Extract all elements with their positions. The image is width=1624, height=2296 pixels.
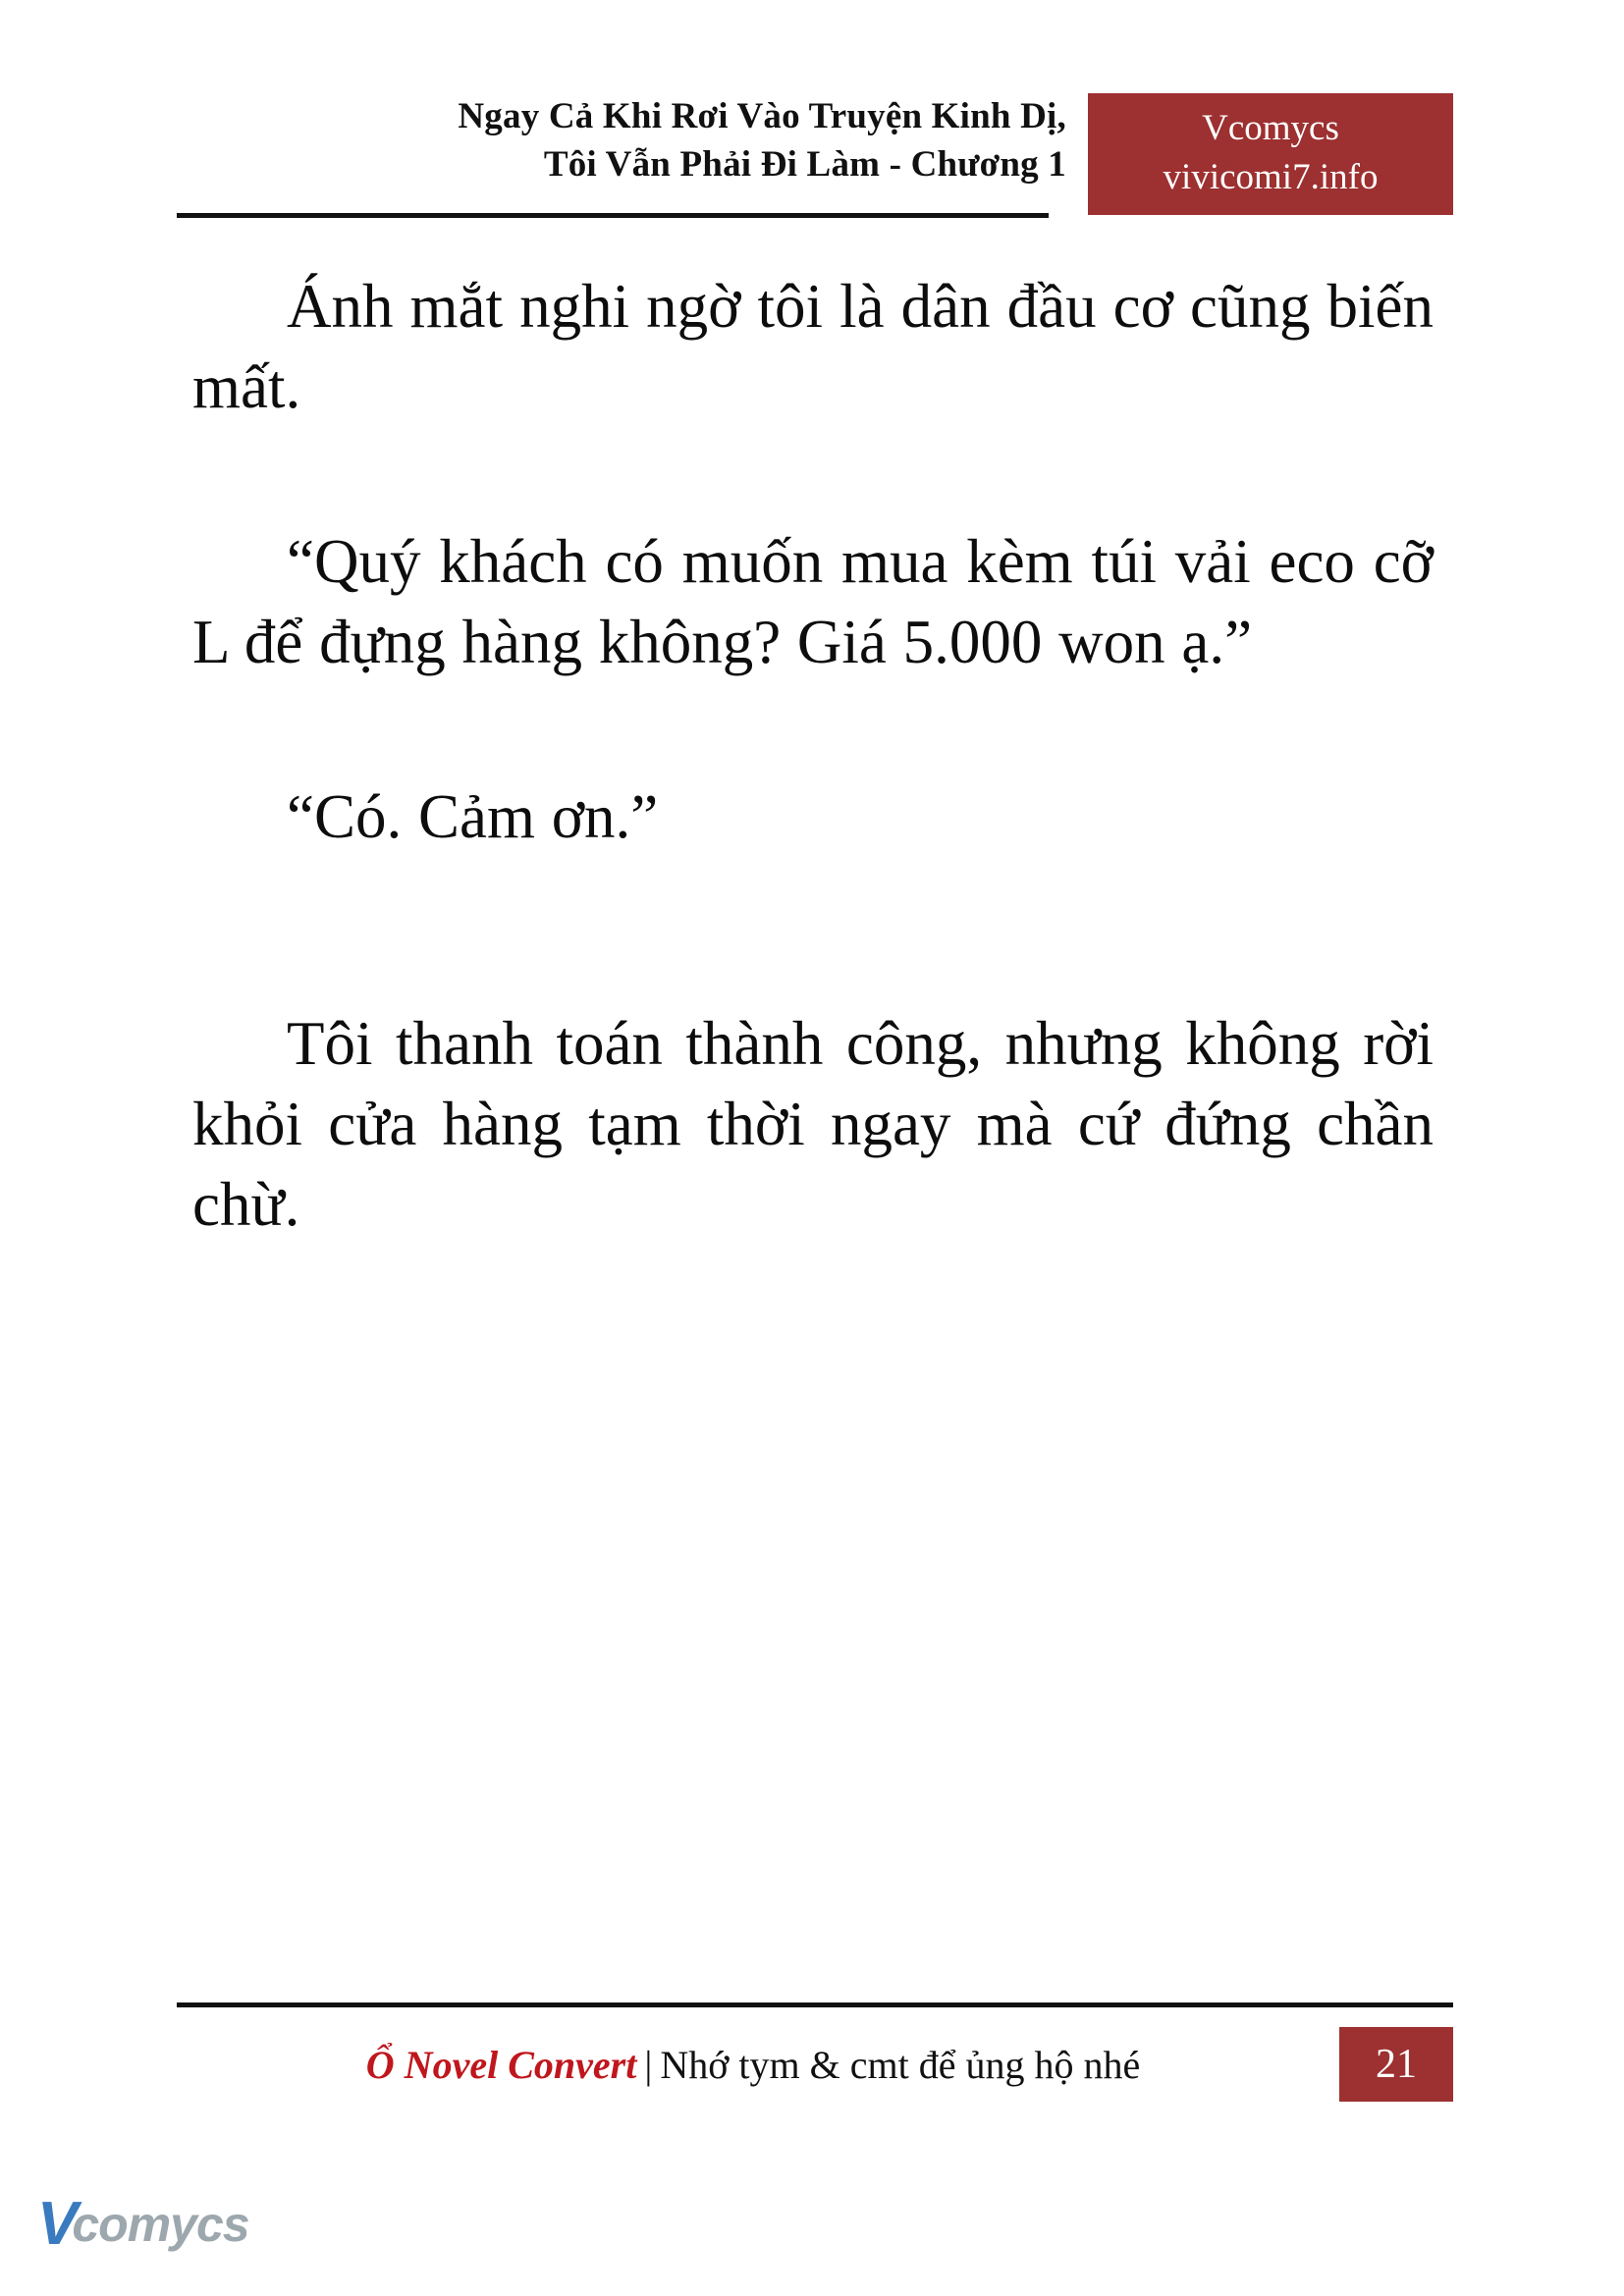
vcomycs-watermark-logo bbox=[37, 2187, 253, 2262]
site-badge bbox=[1088, 93, 1453, 215]
header-divider bbox=[177, 213, 1049, 218]
page-content bbox=[192, 267, 1434, 1246]
header-row bbox=[177, 93, 1453, 216]
watermark-text: comycs bbox=[72, 2197, 249, 2252]
site-badge-name: Vcomycs bbox=[1202, 108, 1339, 149]
watermark-initial: V bbox=[37, 2190, 77, 2258]
footer-brand: Ổ Novel Convert bbox=[365, 2042, 637, 2087]
footer-divider bbox=[177, 2002, 1453, 2007]
page-number-badge: 21 bbox=[1339, 2027, 1453, 2102]
page-header bbox=[177, 93, 1453, 231]
paragraph-4: Tôi thanh toán thành công, nhưng không rời khỏi cửa hàng tạm thời ngay mà cứ đứng chần chừ. bbox=[192, 1009, 1434, 1240]
chapter-title-line-2: Tôi Vẫn Phải Đi Làm - Chương 1 bbox=[543, 143, 1066, 185]
footer-separator: | bbox=[644, 2042, 653, 2087]
footer-row bbox=[177, 2027, 1453, 2102]
page-footer bbox=[177, 2002, 1453, 2102]
paragraph-3: “Có. Cảm ơn.” bbox=[287, 781, 659, 851]
footer-note: Nhớ tym & cmt để ủng hộ nhé bbox=[660, 2042, 1141, 2087]
site-badge-url: vivicomi7.info bbox=[1163, 157, 1379, 197]
chapter-title bbox=[177, 93, 1088, 189]
chapter-title-line-1: Ngay Cả Khi Rơi Vào Truyện Kinh Dị, bbox=[458, 96, 1066, 136]
paragraph-1: Ánh mắt nghi ngờ tôi là dân đầu cơ cũng biến mất. bbox=[192, 272, 1434, 421]
paragraph-2: “Quý khách có muốn mua kèm túi vải eco cỡ L để đựng hàng không? Giá 5.000 won ạ.” bbox=[192, 526, 1434, 676]
footer-credit bbox=[177, 2027, 1339, 2102]
